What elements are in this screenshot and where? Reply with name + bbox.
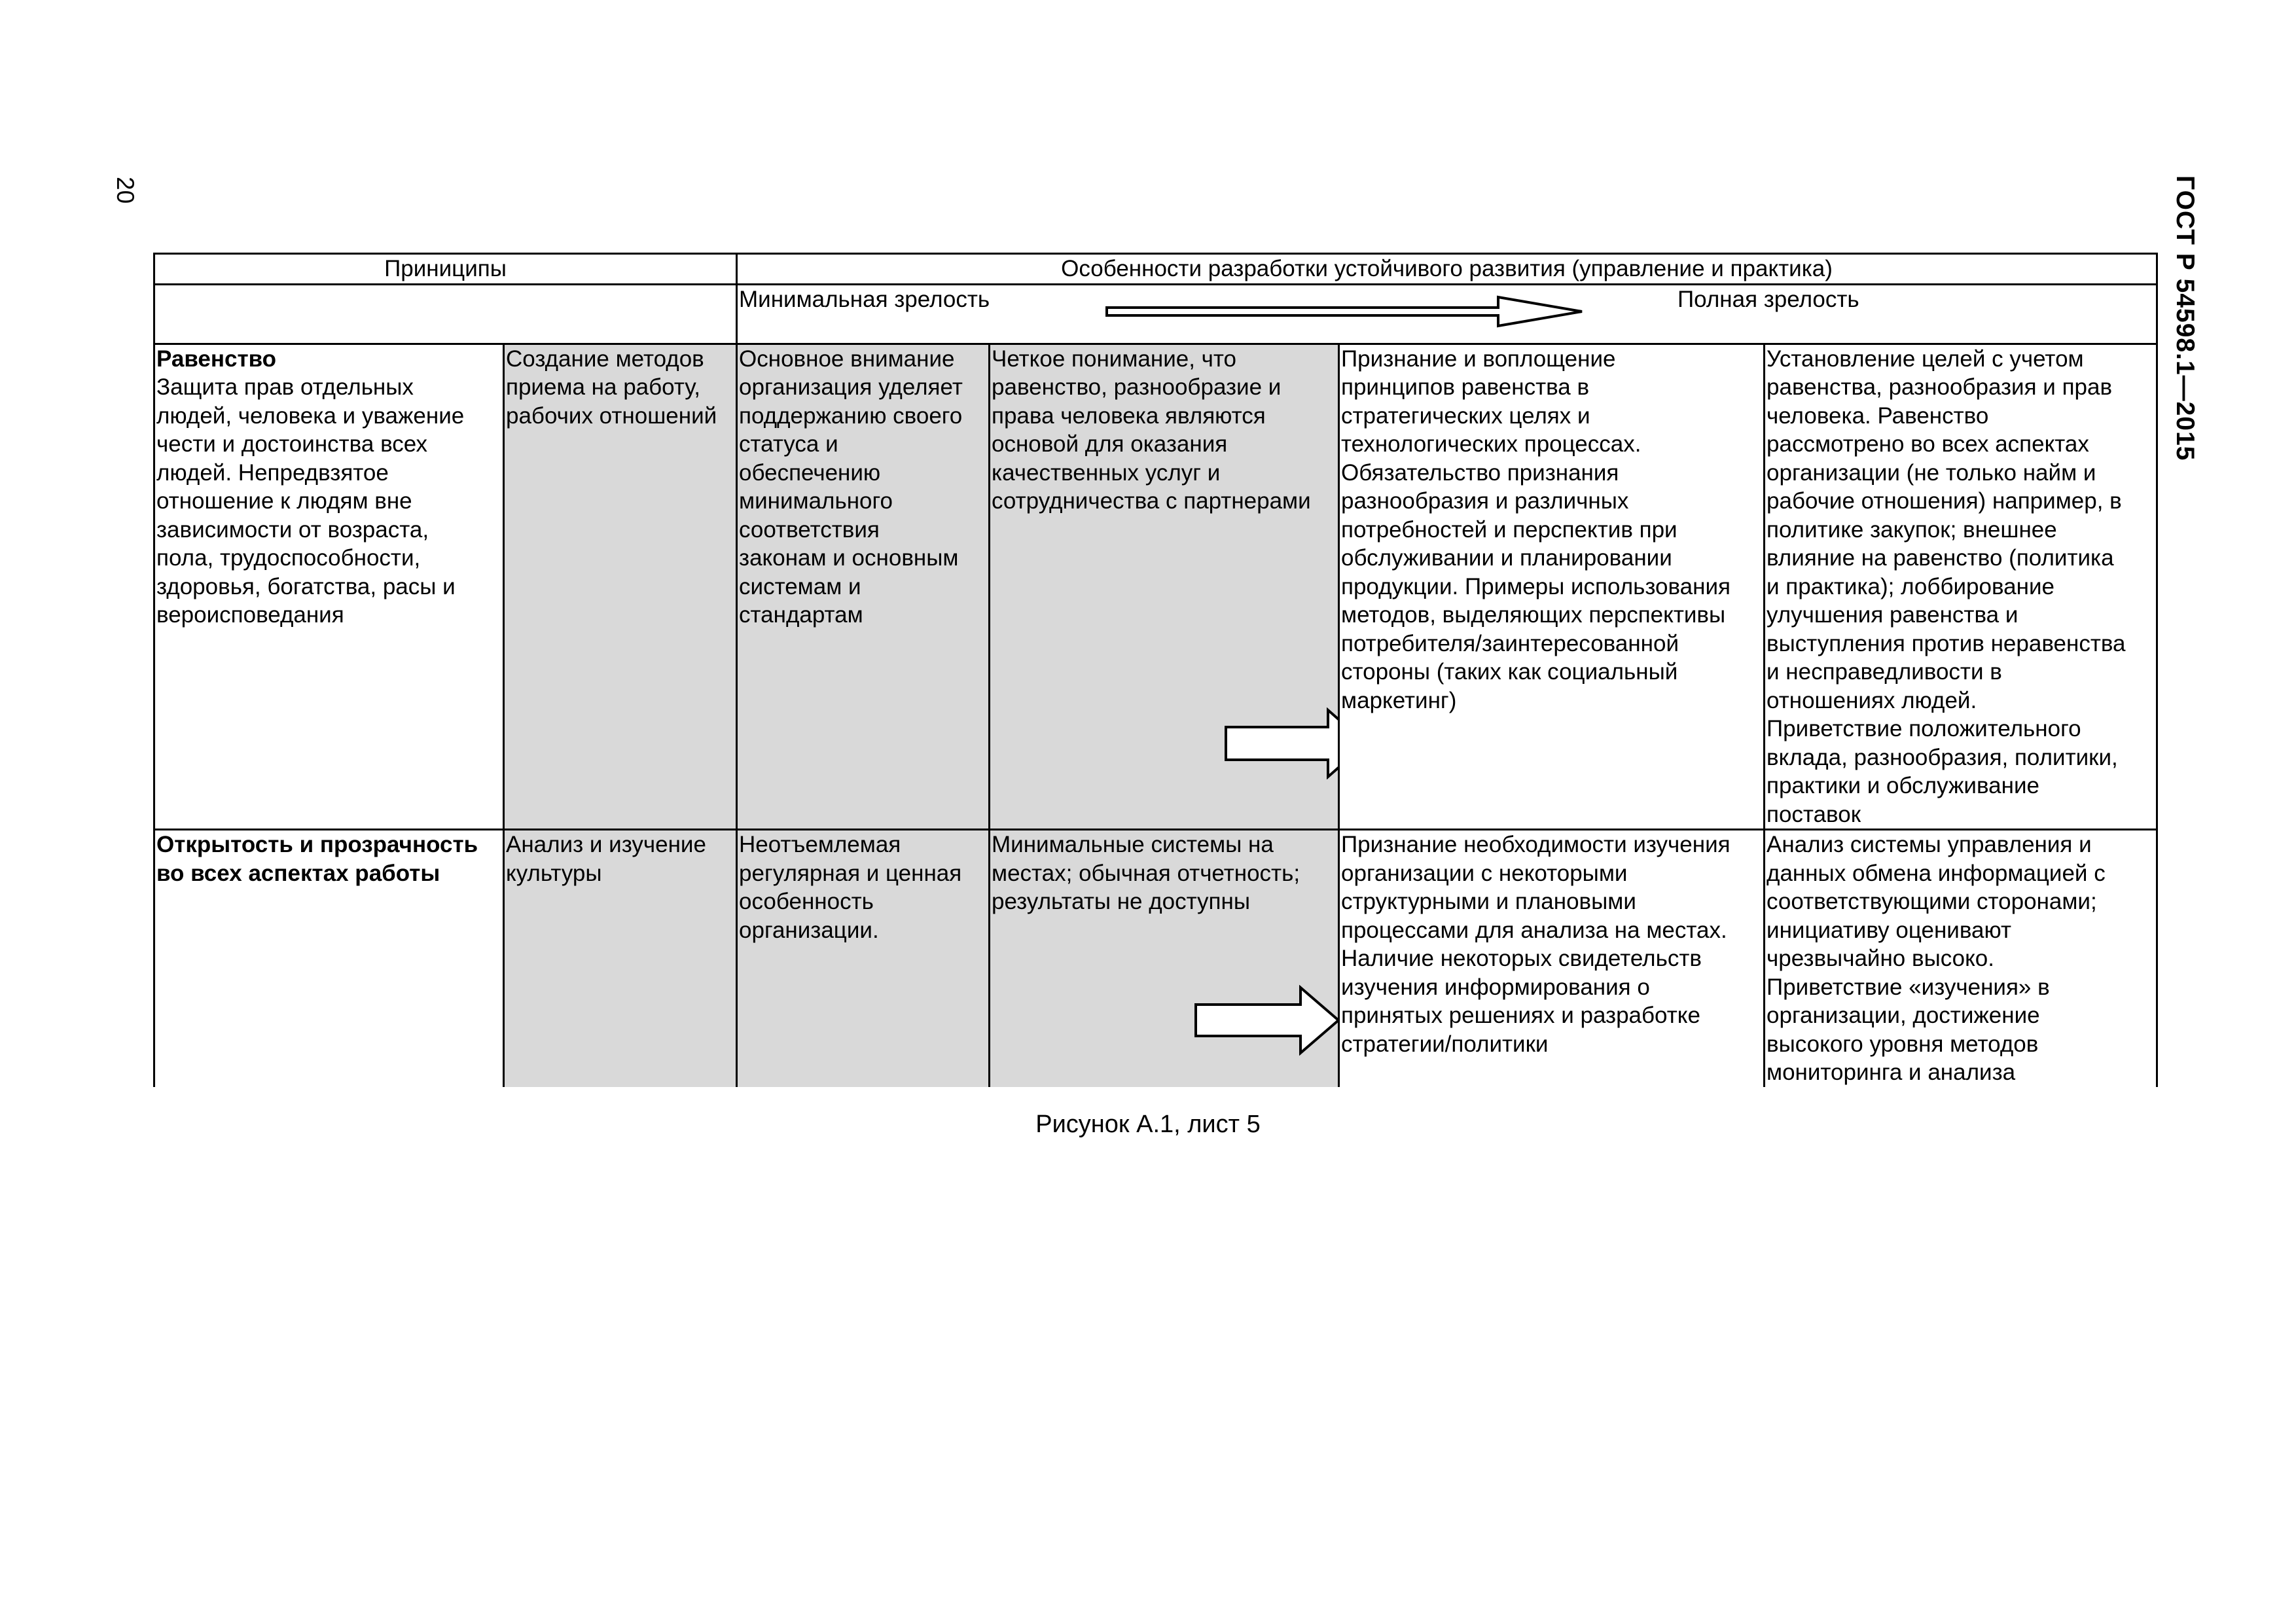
maturity-table	[153, 253, 2156, 1085]
features-header: Особенности разработки устойчивого развития (управление и практика)	[737, 254, 2157, 285]
maturity-scale-cell	[737, 284, 2157, 344]
stage-3-cell: Признание необходимости изучения организации с некоторыми структурными и плановыми процессами для анализа на местах. Наличие некоторых свидетельств изучения информирования о принятых решениях и разработке стратегии/политики	[1339, 830, 1765, 1087]
table-row	[154, 344, 2157, 830]
stage-2-text: Четкое понимание, что равенство, разнообразие и права человека являются основой для оказания качественных услуг и сотрудничества с партнерами	[992, 346, 1311, 514]
method-cell: Создание методов приема на работу, рабочих отношений	[504, 344, 737, 830]
method-cell: Анализ и изучение культуры	[504, 830, 737, 1087]
principles-header: Приниципы	[154, 254, 737, 285]
principle-title: Равенство	[156, 346, 277, 372]
stage-1-cell: Неотъемлемая регулярная и ценная особенность организации.	[737, 830, 990, 1087]
principle-cell: Открытость и прозрачность во всех аспектах работы	[154, 830, 504, 1087]
header-row	[154, 254, 2157, 285]
stage-3-cell: Признание и воплощение принципов равенства в стратегических целях и технологических процессах. Обязательство признания разнообразия и различных потребностей и перспектив при обслуживании и планировании продукции. Примеры использования методов, выделяющих перспективы потребителя/заинтересованной стороны (таких как социальный маркетинг)	[1339, 344, 1765, 830]
standard-code: ГОСТ Р 54598.1—2015	[2171, 175, 2199, 461]
stage-2-cell	[990, 830, 1339, 1087]
maturity-empty-cell	[154, 284, 737, 344]
stage-2-text: Минимальные системы на местах; обычная отчетность; результаты не доступны	[992, 832, 1300, 914]
maturity-min-label: Минимальная зрелость	[739, 286, 990, 312]
stage-4-cell: Установление целей с учетом равенства, разнообразия и прав человека. Равенство рассмотрено во всех аспектах организации (не только найм и рабочие отношения) например, в политике закупок; внешнее влияние на равенство (политика и практика); лоббирование улучшения равенства и выступления против неравенства и несправедливости в отношениях людей. Приветствие положительного вклада, разнообразия, политики, практики и обслуживание поставок	[1765, 344, 2157, 830]
table-row	[154, 830, 2157, 1087]
maturity-row	[154, 284, 2157, 344]
principle-cell	[154, 344, 504, 830]
page-number: 20	[112, 177, 139, 204]
right-arrow-icon	[1223, 707, 1339, 779]
stage-4-cell: Анализ системы управления и данных обмена информацией с соответствующими сторонами; инициативу оценивают чрезвычайно высоко. Приветствие «изучения» в организации, достижение высокого уровня методов мониторинга и анализа	[1765, 830, 2157, 1087]
principle-description: Защита прав отдельных людей, человека и уважение чести и достоинства всех людей. Непредвзятое отношение к людям вне зависимости от возраста, пола, трудоспособности, здоровья, богатства, расы и вероисповедания	[156, 374, 465, 628]
stage-1-cell: Основное внимание организация уделяет поддержанию своего статуса и обеспечению минимального соответствия законам и основным системам и стандартам	[737, 344, 990, 830]
figure-caption: Рисунок А.1, лист 5	[1035, 1111, 1261, 1138]
maturity-arrow-icon	[1104, 292, 1588, 331]
right-arrow-icon	[1193, 985, 1339, 1056]
stage-2-cell	[990, 344, 1339, 830]
maturity-full-label: Полная зрелость	[1677, 286, 1859, 312]
